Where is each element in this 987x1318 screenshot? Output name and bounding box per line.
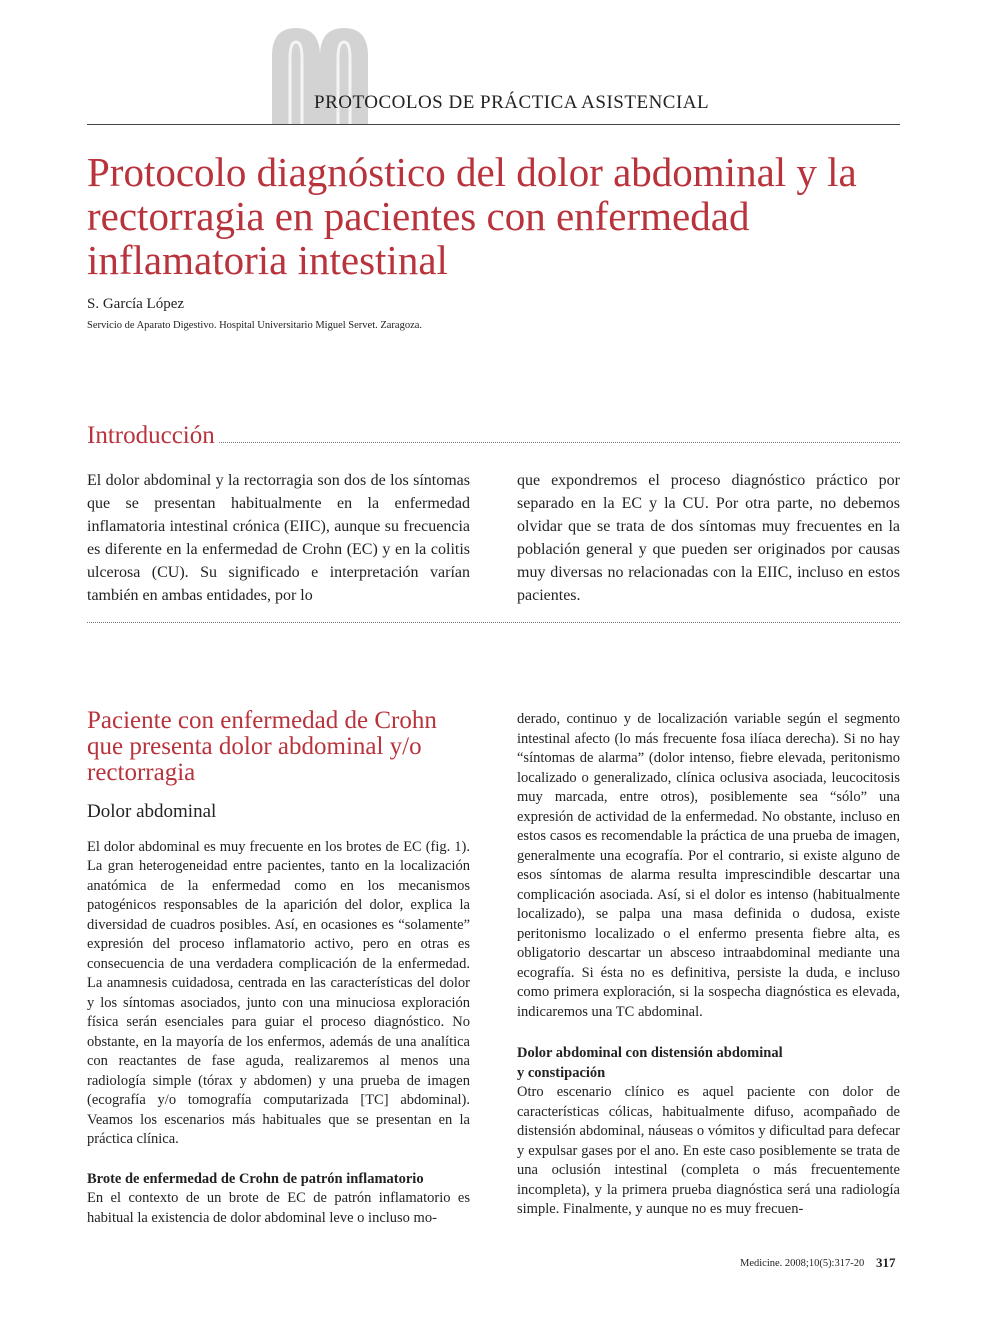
paragraph-dolor-abdominal: El dolor abdominal es muy frecuente en los brotes de EC (fig. 1). La gran heterogeneidad entre pacientes, tanto en la localización anatómica de la enfermedad como en los mecanismos patogénicos responsables de la aparición del dolor, explica la diversidad de cuadros posibles. Así, en ocasiones es “solamente” expresión del proceso inflamatorio activo, pero en otras es consecuencia de una verdadera complicación de la enfermedad. La anamnesis cuidadosa, centrada en las características del dolor y los síntomas asociados, junto con una minuciosa exploración física serán esenciales para guiar el proceso diagnóstico. No obstante, en la mayoría de los enfermos, además de una analítica con reactantes de fase aguda, realizaremos al menos una radiología simple (tórax y abdomen) y una prueba de imagen (ecografía y/o tomografía computarizada [TC] abdominal). Veamos los escenarios más habituales que se presentan en la práctica clínica. bbox=[87, 838, 470, 1147]
header-rule bbox=[87, 124, 900, 125]
section-heading-crohn: Paciente con enfermedad de Crohn que presenta dolor abdominal y/o rectorragia bbox=[87, 707, 437, 786]
author: S. García López bbox=[87, 296, 185, 312]
paragraph-brote-inflamatorio: En el contexto de un brote de EC de patrón inflamatorio es habitual la existencia de dolor abdominal leve o incluso mo- bbox=[87, 1190, 470, 1226]
affiliation: Servicio de Aparato Digestivo. Hospital Universitario Miguel Servet. Zaragoza. bbox=[87, 320, 423, 331]
section-label: PROTOCOLOS DE PRÁCTICA ASISTENCIAL bbox=[314, 92, 710, 113]
body-column-1 bbox=[87, 708, 470, 1228]
subheading-distension-line1: Dolor abdominal con distensión abdominal bbox=[517, 1045, 783, 1061]
footer-citation: Medicine. 2008;10(5):317-20 bbox=[740, 1258, 865, 1269]
subheading-distension-line2: y constipación bbox=[517, 1064, 606, 1081]
intro-paragraph-2: que expondremos el proceso diagnóstico práctico por separado en la EC y la CU. Por otra parte, no debemos olvidar que se trata de dos síntomas muy frecuentes en la población general y que pueden ser originados por causas muy diversas no relacionadas con la EIIC, incluso en estos pacientes. bbox=[517, 472, 900, 604]
subheading-dolor-abdominal: Dolor abdominal bbox=[87, 801, 217, 822]
subheading-brote-inflamatorio: Brote de enfermedad de Crohn de patrón inflamatorio bbox=[87, 1170, 424, 1187]
paragraph-distension: Otro escenario clínico es aquel paciente con dolor de características cólicas, habitualmente difuso, acompañado de distensión abdominal, náuseas o vómitos y dificultad para defecar y expulsar gases por el ano. En este caso posiblemente se trata de una oclusión intestinal (completa o más frecuentemente incompleta), y la primera prueba diagnóstica será una radiología simple. Finalmente, y aunque no es muy frecuen- bbox=[517, 1084, 900, 1217]
intro-column-2 bbox=[517, 469, 900, 607]
intro-bottom-rule bbox=[87, 622, 900, 623]
intro-paragraph-1: El dolor abdominal y la rectorragia son dos de los síntomas que se presentan habitualmente en la enfermedad inflamatoria intestinal crónica (EIIC), aunque su frecuencia es diferente en la enfermedad de Crohn (EC) y en la colitis ulcerosa (CU). Su significado e interpretación varían también en ambas entidades, por lo bbox=[87, 472, 470, 604]
dotted-leader bbox=[219, 442, 900, 443]
subheading-distension bbox=[517, 1044, 900, 1083]
intro-column-1 bbox=[87, 469, 470, 607]
page-number: 317 bbox=[876, 1255, 896, 1270]
body-column-2 bbox=[517, 710, 900, 1220]
paragraph-continuation: derado, continuo y de localización variable según el segmento intestinal afecto (lo más frecuente fosa ilíaca derecha). Si no hay “síntomas de alarma” (dolor intenso, fiebre elevada, peritonismo localizado o generalizado, clínica oclusiva asociada, leucocitosis muy marcada, entre otros), posiblemente sea “sólo” una expresión de actividad de la enfermedad. No obstante, incluso en estos casos es recomendable la práctica de una prueba de imagen, generalmente una ecografía. Por el contrario, si existe alguno de esos síntomas de alarma resulta imprescindible descartar una complicación asociada. Así, si el dolor es intenso (habitualmente localizado), se palpa una masa definida o dudosa, existe peritonismo localizado o el enfermo presenta fiebre alta, es obligatorio descartar un absceso intraabdominal mediante una ecografía. Si ésta no es definitiva, persiste la duda, e incluso como primera exploración, si la sospecha diagnóstica es elevada, indicaremos una TC abdominal. bbox=[517, 711, 900, 1020]
article-title: Protocolo diagnóstico del dolor abdominal y la rectorragia en pacientes con enfermedad inflamatoria intestinal bbox=[87, 149, 857, 283]
intro-heading bbox=[87, 422, 900, 450]
intro-heading-text: Introducción bbox=[87, 422, 215, 449]
